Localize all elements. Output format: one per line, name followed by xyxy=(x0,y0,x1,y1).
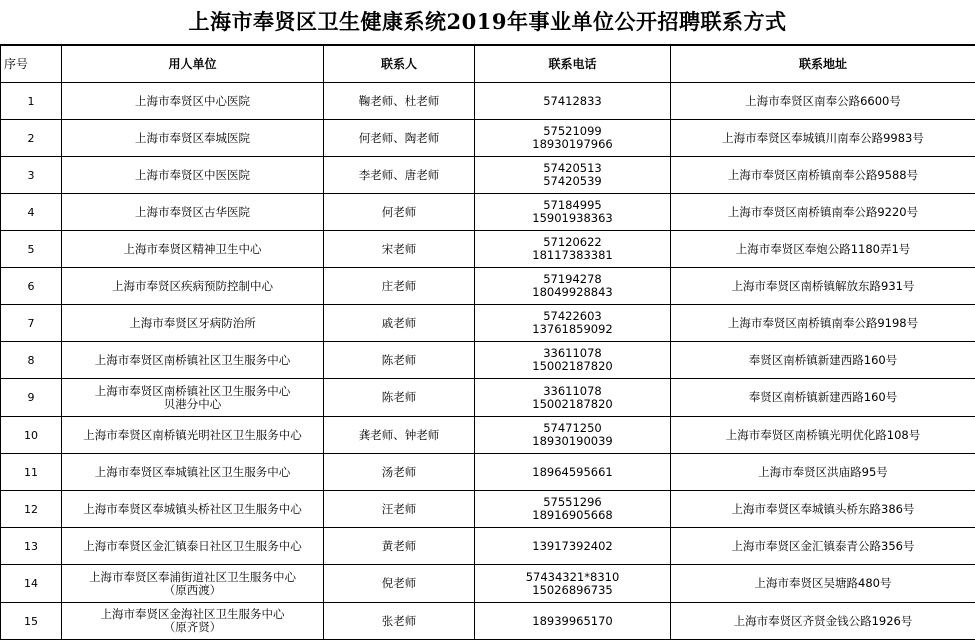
cell-address: 上海市奉贤区金汇镇泰青公路356号 xyxy=(671,528,975,565)
unit-line: 上海市奉贤区奉城镇头桥社区卫生服务中心 xyxy=(62,503,323,516)
unit-line: 上海市奉贤区牙病防治所 xyxy=(62,317,323,330)
phone-line: 18930190039 xyxy=(475,435,670,448)
cell-unit xyxy=(62,83,324,120)
header-no: 序号 xyxy=(1,46,62,83)
table-row xyxy=(1,231,975,268)
cell-unit xyxy=(62,565,324,603)
cell-phone xyxy=(475,268,671,305)
cell-phone xyxy=(475,83,671,120)
cell-phone xyxy=(475,565,671,603)
cell-phone xyxy=(475,194,671,231)
cell-contact: 陈老师 xyxy=(324,342,475,379)
cell-unit xyxy=(62,305,324,342)
table-row xyxy=(1,194,975,231)
phone-line: 18939965170 xyxy=(475,615,670,628)
phone-line: 18117383381 xyxy=(475,249,670,262)
table-row xyxy=(1,268,975,305)
header-address: 联系地址 xyxy=(671,46,975,83)
cell-no: 3 xyxy=(1,157,62,194)
table-row xyxy=(1,603,975,640)
phone-line: 18916905668 xyxy=(475,509,670,522)
phone-line: 18930197966 xyxy=(475,138,670,151)
cell-phone xyxy=(475,120,671,157)
phone-line: 57422603 xyxy=(475,310,670,323)
cell-contact: 庄老师 xyxy=(324,268,475,305)
phone-line: 57551296 xyxy=(475,496,670,509)
table-row xyxy=(1,83,975,120)
cell-unit xyxy=(62,379,324,417)
phone-line: 18964595661 xyxy=(475,466,670,479)
table-row xyxy=(1,342,975,379)
cell-unit xyxy=(62,454,324,491)
cell-address: 上海市奉贤区南桥镇南奉公路9220号 xyxy=(671,194,975,231)
cell-address: 上海市奉贤区吴塘路480号 xyxy=(671,565,975,603)
phone-line: 15901938363 xyxy=(475,212,670,225)
cell-unit xyxy=(62,120,324,157)
cell-unit xyxy=(62,157,324,194)
phone-line: 13761859092 xyxy=(475,323,670,336)
unit-line: 上海市奉贤区南桥镇社区卫生服务中心 xyxy=(62,354,323,367)
cell-phone xyxy=(475,231,671,268)
cell-contact: 龚老师、钟老师 xyxy=(324,417,475,454)
cell-phone xyxy=(475,342,671,379)
cell-unit xyxy=(62,342,324,379)
table-row xyxy=(1,157,975,194)
cell-address: 上海市奉贤区南桥镇解放东路931号 xyxy=(671,268,975,305)
cell-address: 上海市奉贤区南桥镇南奉公路9588号 xyxy=(671,157,975,194)
phone-line: 57420513 xyxy=(475,162,670,175)
phone-line: 57120622 xyxy=(475,236,670,249)
phone-line: 33611078 xyxy=(475,347,670,360)
cell-phone xyxy=(475,305,671,342)
cell-address: 上海市奉贤区齐贤金钱公路1926号 xyxy=(671,603,975,640)
cell-phone xyxy=(475,603,671,640)
table-row xyxy=(1,417,975,454)
cell-unit xyxy=(62,231,324,268)
phone-line: 15002187820 xyxy=(475,360,670,373)
cell-no: 10 xyxy=(1,417,62,454)
cell-contact: 张老师 xyxy=(324,603,475,640)
unit-line: 上海市奉贤区南桥镇光明社区卫生服务中心 xyxy=(62,429,323,442)
unit-line: 上海市奉贤区金海社区卫生服务中心 xyxy=(62,608,323,621)
cell-address: 上海市奉贤区洪庙路95号 xyxy=(671,454,975,491)
cell-unit xyxy=(62,491,324,528)
phone-line: 33611078 xyxy=(475,385,670,398)
cell-unit xyxy=(62,603,324,640)
cell-phone xyxy=(475,379,671,417)
cell-address: 上海市奉贤区奉城镇头桥东路386号 xyxy=(671,491,975,528)
cell-contact: 汪老师 xyxy=(324,491,475,528)
cell-contact: 汤老师 xyxy=(324,454,475,491)
cell-no: 14 xyxy=(1,565,62,603)
cell-contact: 鞠老师、杜老师 xyxy=(324,83,475,120)
cell-no: 1 xyxy=(1,83,62,120)
cell-unit xyxy=(62,194,324,231)
table-row xyxy=(1,305,975,342)
table-body xyxy=(1,83,975,640)
cell-address: 上海市奉贤区奉炮公路1180弄1号 xyxy=(671,231,975,268)
cell-no: 6 xyxy=(1,268,62,305)
phone-line: 13917392402 xyxy=(475,540,670,553)
header-contact: 联系人 xyxy=(324,46,475,83)
cell-phone xyxy=(475,157,671,194)
cell-address: 奉贤区南桥镇新建西路160号 xyxy=(671,379,975,417)
table-row xyxy=(1,379,975,417)
unit-line: 上海市奉贤区精神卫生中心 xyxy=(62,243,323,256)
cell-address: 上海市奉贤区奉城镇川南奉公路9983号 xyxy=(671,120,975,157)
unit-line: 贝港分中心 xyxy=(62,398,323,411)
header-unit: 用人单位 xyxy=(62,46,324,83)
cell-phone xyxy=(475,491,671,528)
contact-table xyxy=(0,45,975,640)
cell-phone xyxy=(475,417,671,454)
cell-address: 上海市奉贤区南桥镇光明优化路108号 xyxy=(671,417,975,454)
unit-line: 上海市奉贤区奉城镇社区卫生服务中心 xyxy=(62,466,323,479)
unit-line: 上海市奉贤区金汇镇泰日社区卫生服务中心 xyxy=(62,540,323,553)
cell-no: 13 xyxy=(1,528,62,565)
cell-contact: 何老师、陶老师 xyxy=(324,120,475,157)
table-row xyxy=(1,491,975,528)
unit-line: 上海市奉贤区中心医院 xyxy=(62,95,323,108)
phone-line: 15002187820 xyxy=(475,398,670,411)
cell-contact: 戚老师 xyxy=(324,305,475,342)
cell-no: 4 xyxy=(1,194,62,231)
phone-line: 57434321*8310 xyxy=(475,571,670,584)
cell-contact: 何老师 xyxy=(324,194,475,231)
unit-line: 上海市奉贤区中医医院 xyxy=(62,169,323,182)
cell-contact: 宋老师 xyxy=(324,231,475,268)
table-row xyxy=(1,528,975,565)
cell-no: 2 xyxy=(1,120,62,157)
phone-line: 57420539 xyxy=(475,175,670,188)
table-row xyxy=(1,454,975,491)
phone-line: 57471250 xyxy=(475,422,670,435)
header-phone: 联系电话 xyxy=(475,46,671,83)
cell-address: 奉贤区南桥镇新建西路160号 xyxy=(671,342,975,379)
cell-phone xyxy=(475,528,671,565)
cell-contact: 黄老师 xyxy=(324,528,475,565)
cell-unit xyxy=(62,268,324,305)
cell-contact: 陈老师 xyxy=(324,379,475,417)
phone-line: 57184995 xyxy=(475,199,670,212)
phone-line: 57194278 xyxy=(475,273,670,286)
cell-no: 8 xyxy=(1,342,62,379)
cell-no: 12 xyxy=(1,491,62,528)
cell-unit xyxy=(62,528,324,565)
unit-line: 上海市奉贤区奉城医院 xyxy=(62,132,323,145)
cell-unit xyxy=(62,417,324,454)
cell-no: 15 xyxy=(1,603,62,640)
sheet-title: 上海市奉贤区卫生健康系统2019年事业单位公开招聘联系方式 xyxy=(0,0,975,45)
cell-no: 11 xyxy=(1,454,62,491)
unit-line: 上海市奉贤区奉浦街道社区卫生服务中心 xyxy=(62,571,323,584)
unit-line: 上海市奉贤区古华医院 xyxy=(62,206,323,219)
cell-no: 7 xyxy=(1,305,62,342)
unit-line: （原西渡） xyxy=(62,584,323,597)
cell-address: 上海市奉贤区南奉公路6600号 xyxy=(671,83,975,120)
cell-address: 上海市奉贤区南桥镇南奉公路9198号 xyxy=(671,305,975,342)
table-row xyxy=(1,565,975,603)
table-header-row xyxy=(1,46,975,83)
phone-line: 57521099 xyxy=(475,125,670,138)
phone-line: 18049928843 xyxy=(475,286,670,299)
phone-line: 15026896735 xyxy=(475,584,670,597)
cell-no: 5 xyxy=(1,231,62,268)
cell-phone xyxy=(475,454,671,491)
phone-line: 57412833 xyxy=(475,95,670,108)
unit-line: 上海市奉贤区南桥镇社区卫生服务中心 xyxy=(62,385,323,398)
cell-no: 9 xyxy=(1,379,62,417)
unit-line: 上海市奉贤区疾病预防控制中心 xyxy=(62,280,323,293)
unit-line: （原齐贤） xyxy=(62,621,323,634)
cell-contact: 李老师、唐老师 xyxy=(324,157,475,194)
table-row xyxy=(1,120,975,157)
cell-contact: 倪老师 xyxy=(324,565,475,603)
